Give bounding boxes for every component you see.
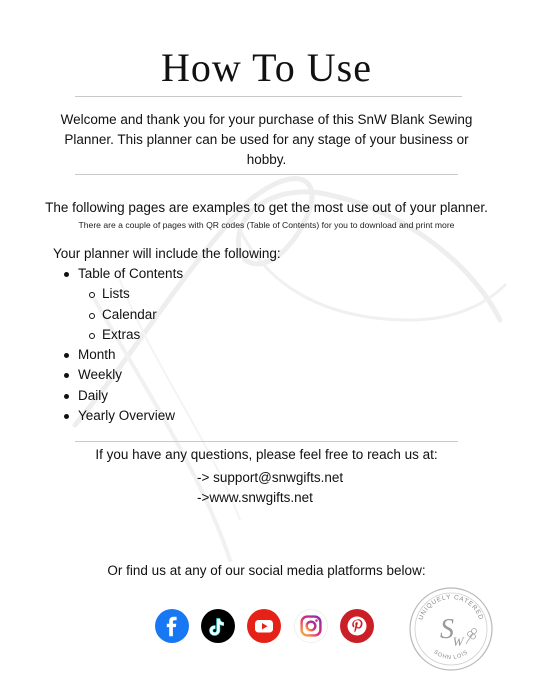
contact-email: -> support@snwgifts.net [197,470,344,485]
divider-welcome [75,174,458,175]
divider-top [75,96,462,97]
seal-monogram-main: S [440,614,454,645]
page-title: How To Use [161,45,372,90]
brand-seal-logo [408,586,494,672]
feature-item-table-of-contents: Table of Contents [62,264,183,284]
examples-note: There are a couple of pages with QR codes (Table of Contents) for you to download and print more [78,220,455,230]
feature-item-weekly: Weekly [62,365,183,385]
contact-intro: If you have any questions, please feel free to reach us at: [95,447,438,462]
seal-arc-bottom-text: SOHN LOIS [432,649,470,662]
pinterest-icon[interactable] [340,609,374,643]
instagram-icon[interactable] [294,609,328,643]
contact-website: ->www.snwgifts.net [197,490,313,505]
divider-bottom [75,441,458,442]
welcome-paragraph: Welcome and thank you for your purchase of this SnW Blank Sewing Planner. This planner can be used for any stage of your business or hobby. [60,112,473,167]
feature-item-yearly-overview: Yearly Overview [62,406,183,426]
examples-paragraph: The following pages are examples to get the most use out of your planner. [45,200,488,215]
feature-subitem-extras: Extras [88,325,183,345]
feature-subitem-lists: Lists [88,284,183,304]
tiktok-icon[interactable] [201,609,235,643]
includes-intro: Your planner will include the following: [53,246,281,261]
social-intro: Or find us at any of our social media platforms below: [107,563,426,578]
feature-item-month: Month [62,345,183,365]
facebook-icon[interactable] [155,609,189,643]
seal-arc-top-text: UNIQUELY CATERED [417,593,485,622]
youtube-icon[interactable] [247,609,281,643]
feature-list [62,264,183,426]
feature-item-daily: Daily [62,386,183,406]
seal-monogram-sub: W [452,634,464,649]
feature-subitem-calendar: Calendar [88,305,183,325]
